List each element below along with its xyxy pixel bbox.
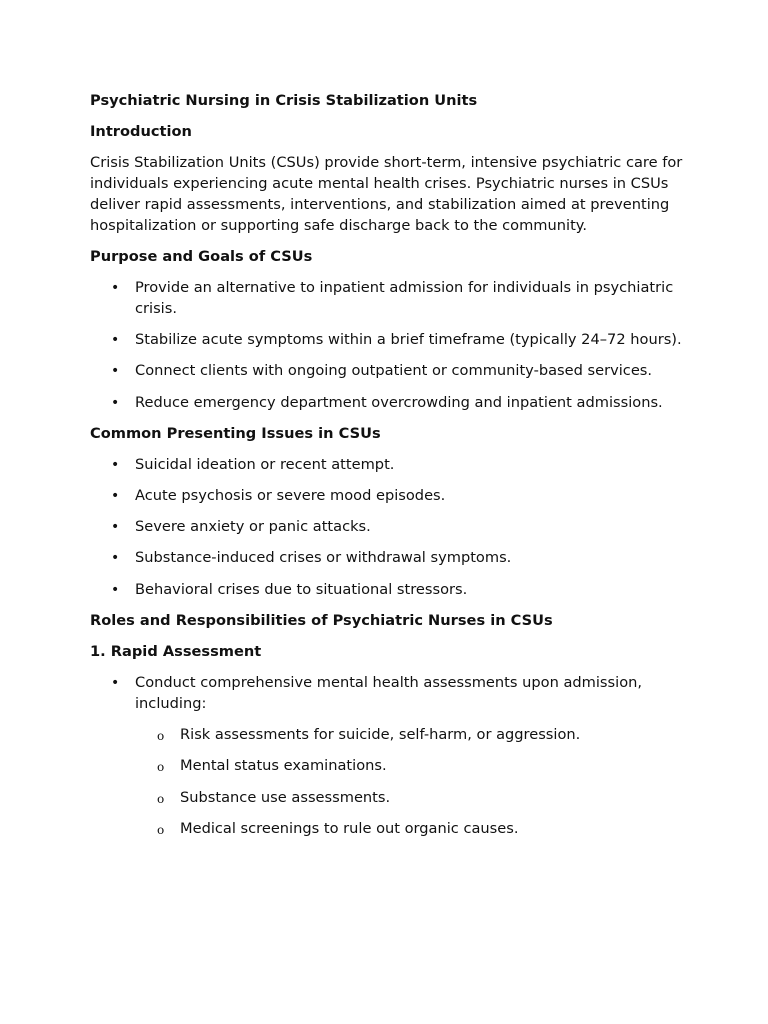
sub-list — [135, 725, 690, 839]
list-item-text: Behavioral crises due to situational stressors. — [135, 580, 468, 598]
intro-heading: Introduction — [90, 123, 192, 141]
list-item-text: Suicidal ideation or recent attempt. — [135, 455, 395, 473]
sub-list-item-text: Medical screenings to rule out organic causes. — [180, 819, 519, 837]
list-item-text: Reduce emergency department overcrowding and inpatient admissions. — [135, 393, 663, 411]
list-item-text: Severe anxiety or panic attacks. — [135, 518, 371, 536]
bullet-marker: • — [111, 280, 120, 297]
bullet-marker: • — [111, 488, 120, 505]
sub-list-item-text: Substance use assessments. — [180, 788, 391, 806]
sub-bullet-marker: o — [157, 822, 165, 837]
sub-bullet-marker: o — [157, 791, 165, 806]
bullet-marker: • — [111, 675, 120, 692]
list-item-text: Conduct comprehensive mental health assessments upon admission, including: — [135, 674, 643, 712]
bullet-marker: • — [111, 394, 120, 411]
list-item-text: Connect clients with ongoing outpatient or community-based services. — [135, 362, 653, 380]
list-item — [90, 278, 690, 320]
list-item — [90, 330, 690, 351]
bullet-marker: • — [111, 550, 120, 567]
roles-heading: Roles and Responsibilities of Psychiatric Nurses in CSUs — [90, 611, 553, 629]
document-page — [90, 91, 690, 850]
list-item — [90, 673, 690, 839]
purpose-list — [90, 278, 690, 413]
purpose-heading: Purpose and Goals of CSUs — [90, 247, 313, 265]
bullet-marker: • — [111, 456, 120, 473]
sub-list-item — [135, 788, 690, 809]
list-item — [90, 486, 690, 507]
intro-paragraph: Crisis Stabilization Units (CSUs) provide short-term, intensive psychiatric care for individuals experiencing acute mental health crises. Psychiatric nurses in CSUs deliver rapid assessments, interventions, and stabilization aimed at preventing hospitalization or supporting safe discharge back to the community. — [90, 154, 683, 234]
list-item — [90, 548, 690, 569]
sub-list-item — [135, 756, 690, 777]
list-item — [90, 393, 690, 414]
rapid-assessment-list — [90, 673, 690, 839]
list-item — [90, 361, 690, 382]
list-item-text: Provide an alternative to inpatient admission for individuals in psychiatric crisis. — [135, 279, 674, 317]
issues-list — [90, 455, 690, 601]
bullet-marker: • — [111, 332, 120, 349]
list-item — [90, 580, 690, 601]
sub-list-item-text: Mental status examinations. — [180, 757, 387, 775]
sub-bullet-marker: o — [157, 760, 165, 775]
sub-list-item-text: Risk assessments for suicide, self-harm, or aggression. — [180, 726, 581, 744]
list-item — [90, 455, 690, 476]
sub-bullet-marker: o — [157, 729, 165, 744]
list-item-text: Stabilize acute symptoms within a brief timeframe (typically 24–72 hours). — [135, 331, 682, 349]
list-item — [90, 517, 690, 538]
sub-list-item — [135, 819, 690, 840]
bullet-marker: • — [111, 519, 120, 536]
document-title: Psychiatric Nursing in Crisis Stabilization Units — [90, 92, 478, 109]
sub-list-item — [135, 725, 690, 746]
list-item-text: Substance-induced crises or withdrawal symptoms. — [135, 549, 512, 567]
bullet-marker: • — [111, 363, 120, 380]
issues-heading: Common Presenting Issues in CSUs — [90, 424, 381, 442]
list-item-text: Acute psychosis or severe mood episodes. — [135, 487, 446, 505]
bullet-marker: • — [111, 581, 120, 598]
rapid-assessment-heading: 1. Rapid Assessment — [90, 643, 262, 660]
